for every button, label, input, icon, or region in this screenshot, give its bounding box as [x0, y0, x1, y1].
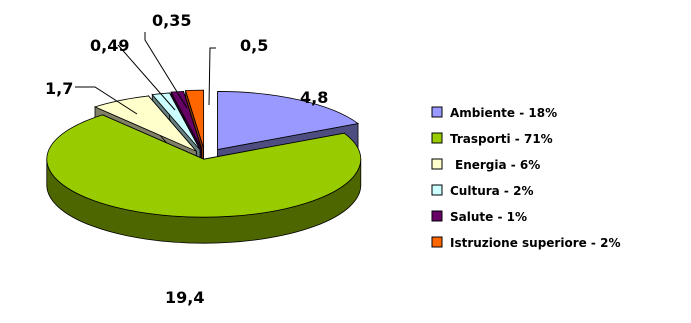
legend	[432, 106, 620, 250]
data-label-0: 4,8	[300, 88, 329, 107]
legend-swatch-2	[432, 159, 442, 169]
legend-label-3: Cultura - 2%	[450, 184, 534, 198]
data-label-4: 0,35	[152, 11, 192, 30]
data-label-1: 19,4	[165, 288, 205, 307]
legend-label-0: Ambiente - 18%	[450, 106, 558, 120]
data-label-5: 0,5	[240, 36, 269, 55]
legend-label-2: Energia - 6%	[455, 158, 541, 172]
legend-label-5: Istruzione superiore - 2%	[450, 236, 621, 250]
legend-label-4: Salute - 1%	[450, 210, 527, 224]
data-label-3: 0,49	[90, 36, 130, 55]
leader-line-5	[209, 48, 216, 105]
legend-label-1: Trasporti - 71%	[450, 132, 553, 146]
data-label-2: 1,7	[45, 79, 74, 98]
legend-swatch-3	[432, 185, 442, 195]
legend-swatch-0	[432, 107, 442, 117]
legend-swatch-5	[432, 237, 442, 247]
legend-swatch-4	[432, 211, 442, 221]
legend-swatch-1	[432, 133, 442, 143]
